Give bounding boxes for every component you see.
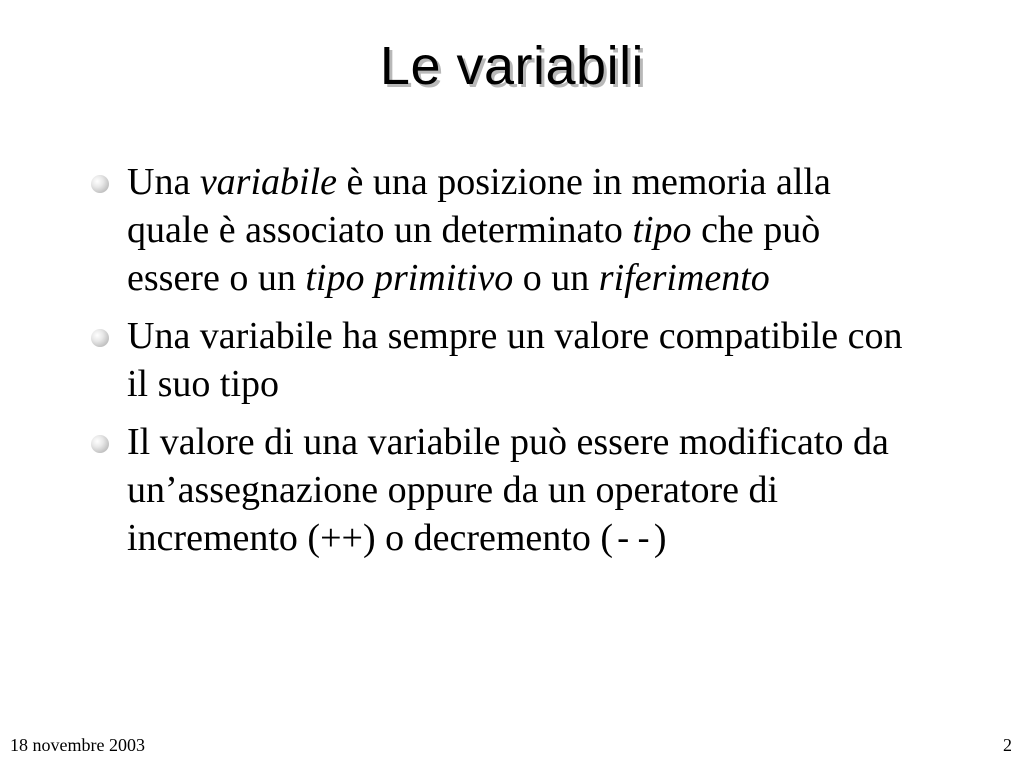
bullet-icon [91, 175, 109, 193]
bullet-text: Il valore di una variabile può essere modificato da un’assegnazione oppure da un operatore di incremento (++) o decremento (--) [127, 421, 889, 561]
bullet-text: Una variabile ha sempre un valore compatibile con il suo tipo [127, 315, 903, 405]
bullet-item [90, 418, 910, 566]
bullet-item [90, 158, 910, 302]
bullet-list [90, 158, 910, 576]
footer-date: 18 novembre 2003 [10, 735, 145, 755]
bullet-text: Una variabile è una posizione in memoria alla quale è associato un determinato tipo che può essere o un tipo primitivo o un riferimento [127, 161, 831, 299]
bullet-icon [91, 329, 109, 347]
bullet-icon [91, 435, 109, 453]
bullet-item [90, 312, 910, 408]
page-number: 2 [1003, 735, 1012, 755]
slide-title: Le variabili [379, 36, 645, 96]
